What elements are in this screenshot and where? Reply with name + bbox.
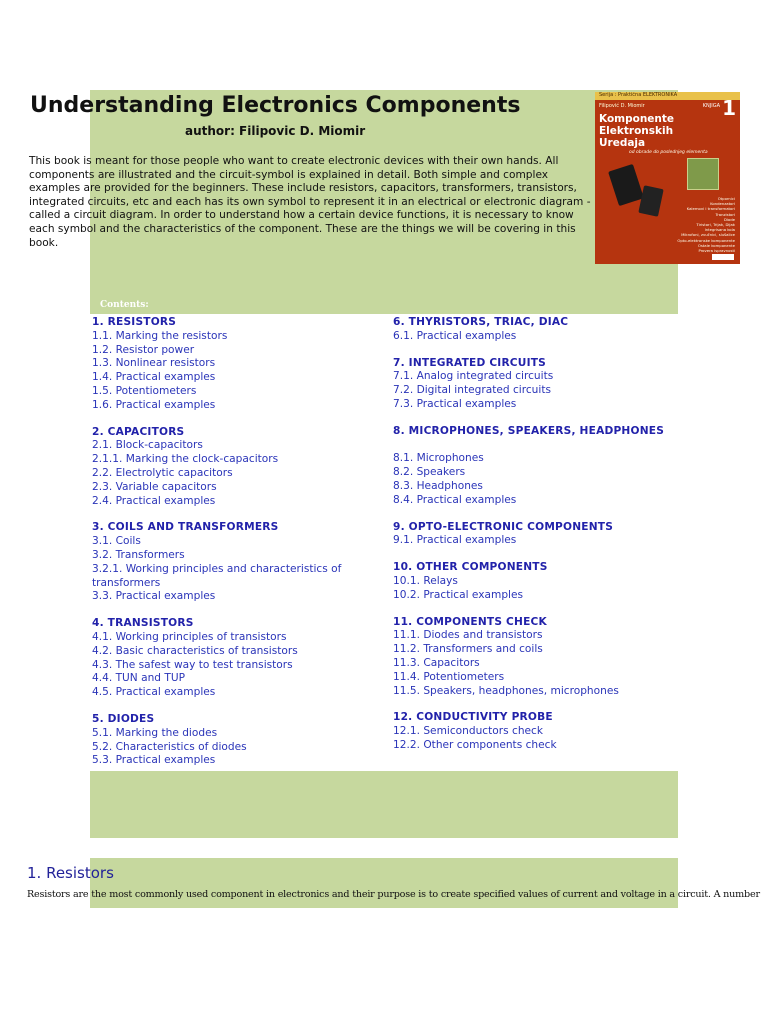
green-background-strip	[90, 858, 678, 908]
cover-title-line: Komponente	[599, 113, 675, 125]
toc-item-link[interactable]: 8.1. Microphones	[393, 452, 484, 465]
cover-topic: Tranzistori	[715, 211, 735, 217]
toc-item-link[interactable]: 6.1. Practical examples	[393, 329, 517, 342]
toc-section	[92, 426, 392, 509]
toc-item-link[interactable]: 11.1. Diodes and transistors	[393, 629, 543, 642]
cover-topic: Opto-elektronske komponente	[677, 237, 735, 243]
toc-item-link[interactable]: 11.2. Transformers and coils	[393, 643, 543, 656]
contents-label: Contents:	[100, 300, 149, 310]
toc-item-link[interactable]: 1.4. Practical examples	[92, 371, 216, 384]
toc-section	[92, 316, 392, 413]
toc-item-link[interactable]	[393, 439, 693, 453]
toc-item-link[interactable]: 2.2. Electrolytic capacitors	[92, 466, 233, 479]
toc-item-link[interactable]: 4.1. Working principles of transistors	[92, 630, 287, 643]
toc-section	[393, 357, 693, 412]
toc-section-link[interactable]: 6. THYRISTORS, TRIAC, DIAC	[393, 316, 569, 328]
book-cover-image	[595, 92, 740, 264]
toc-section	[92, 617, 392, 700]
page-title: Understanding Electronics Components	[30, 93, 521, 118]
toc-section	[393, 561, 693, 602]
toc-item-link[interactable]: 11.4. Potentiometers	[393, 670, 505, 683]
circuit-board-illustration	[687, 158, 719, 190]
cover-title	[599, 113, 674, 149]
toc-item-link[interactable]: 8.4. Practical examples	[393, 493, 517, 506]
toc-section	[92, 713, 392, 768]
toc-item-link[interactable]: 12.1. Semiconductors check	[393, 725, 544, 738]
toc-item-link[interactable]: 1.5. Potentiometers	[92, 384, 197, 397]
section-text: Resistors are the most commonly used component in electronics and their purpose is to create specified values of current and voltage in a circuit. A number	[27, 889, 760, 900]
toc-item-link[interactable]: 3.2.1. Working principles and characteristics of transformers	[92, 562, 342, 589]
toc-item-link[interactable]: 1.2. Resistor power	[92, 343, 195, 356]
toc-item-link[interactable]: 2.4. Practical examples	[92, 494, 216, 507]
toc-item-link[interactable]: 5.3. Practical examples	[92, 754, 216, 767]
toc-item-link[interactable]: 11.3. Capacitors	[393, 656, 480, 669]
toc-item-link[interactable]: 10.2. Practical examples	[393, 588, 524, 601]
cover-topic: Provera ispravnosti	[698, 248, 735, 254]
toc-section	[393, 521, 693, 549]
toc-item-link[interactable]: 2.1.1. Marking the clock-capacitors	[92, 453, 279, 466]
cover-topic: Diode	[723, 216, 735, 222]
cover-title-line: Uredaja	[599, 137, 646, 149]
toc-item-link[interactable]: 4.4. TUN and TUP	[92, 672, 186, 685]
cover-topic: Integrisana kola	[704, 227, 735, 233]
cover-volume: 1	[722, 96, 736, 120]
toc-section	[393, 616, 693, 699]
toc-item-link[interactable]: 5.2. Characteristics of diodes	[92, 740, 247, 753]
toc-item-link[interactable]: 9.1. Practical examples	[393, 534, 517, 547]
toc-item-link[interactable]: 10.1. Relays	[393, 574, 458, 587]
publisher-logo-icon	[712, 254, 734, 260]
toc-item-link[interactable]: 7.1. Analog integrated circuits	[393, 370, 554, 383]
toc-item-link[interactable]: 4.3. The safest way to test transistors	[92, 658, 293, 671]
toc-item-link[interactable]: 11.5. Speakers, headphones, microphones	[393, 684, 619, 697]
section-heading: 1. Resistors	[27, 864, 114, 882]
toc-item-link[interactable]: 7.3. Practical examples	[393, 397, 517, 410]
toc-section	[92, 521, 392, 604]
toc-item-link[interactable]: 4.5. Practical examples	[92, 686, 216, 699]
toc-item-link[interactable]: 8.2. Speakers	[393, 466, 466, 479]
cover-topic: Ostale komponente	[697, 242, 735, 248]
cover-topic: Tiristori, Trijak, Dijak	[696, 222, 735, 228]
toc-right-column	[393, 316, 693, 766]
toc-section-link[interactable]: 9. OPTO-ELECTRONIC COMPONENTS	[393, 520, 614, 533]
toc-section-link[interactable]: 7. INTEGRATED CIRCUITS	[393, 356, 546, 369]
ic-chip-illustration	[638, 185, 663, 217]
toc-item-link[interactable]: 3.2. Transformers	[92, 548, 185, 561]
toc-left-column	[92, 316, 392, 781]
toc-item-link[interactable]: 2.1. Block-capacitors	[92, 439, 203, 452]
author-line: author: Filipovic D. Miomir	[185, 124, 366, 138]
toc-section	[393, 316, 693, 344]
toc-item-link[interactable]: 1.1. Marking the resistors	[92, 329, 228, 342]
cover-author: Filipović D. Miomir	[599, 103, 645, 109]
cover-subtitle: od obrade do poslednjeg elementa	[629, 150, 708, 155]
toc-item-link[interactable]: 7.2. Digital integrated circuits	[393, 384, 552, 397]
toc-item-link[interactable]: 3.3. Practical examples	[92, 590, 216, 603]
toc-item-link[interactable]: 3.1. Coils	[92, 535, 141, 548]
toc-section	[393, 425, 693, 508]
toc-section-link[interactable]: 12. CONDUCTIVITY PROBE	[393, 711, 553, 724]
cover-topic: Mikrofoni, zvučnici, slušalice	[681, 232, 735, 238]
toc-section-link[interactable]: 3. COILS AND TRANSFORMERS	[92, 521, 279, 534]
toc-section-link[interactable]: 2. CAPACITORS	[92, 425, 185, 438]
toc-item-link[interactable]: 2.3. Variable capacitors	[92, 480, 217, 493]
cover-title-line: Elektronskih	[599, 125, 674, 137]
toc-section-link[interactable]: 11. COMPONENTS CHECK	[393, 615, 547, 628]
toc-section-link[interactable]: 5. DIODES	[92, 712, 155, 725]
toc-item-link[interactable]: 1.6. Practical examples	[92, 398, 216, 411]
toc-section-link[interactable]: 1. RESISTORS	[92, 316, 177, 328]
ic-chip-illustration	[608, 164, 644, 206]
cover-topic-list	[675, 196, 735, 253]
toc-section-link[interactable]: 4. TRANSISTORS	[92, 617, 194, 630]
cover-topic: Kondenzatori	[710, 201, 735, 207]
cover-series: Serija : Praktična ELEKTRONIKA	[599, 92, 678, 98]
toc-item-link[interactable]: 5.1. Marking the diodes	[92, 726, 218, 739]
toc-item-link[interactable]: 1.3. Nonlinear resistors	[92, 357, 216, 370]
toc-item-link[interactable]: 4.2. Basic characteristics of transistors	[92, 644, 298, 657]
toc-section	[393, 711, 693, 752]
toc-section-link[interactable]: 10. OTHER COMPONENTS	[393, 561, 548, 574]
cover-topic: Kalemovi i transformatori	[686, 206, 735, 212]
toc-section-link[interactable]: 8. MICROPHONES, SPEAKERS, HEADPHONES	[393, 424, 665, 437]
toc-item-link[interactable]: 8.3. Headphones	[393, 479, 483, 492]
intro-paragraph: This book is meant for those people who want to create electronic devices with their own hands. All components are illustrated and the circuit-symbol is explained in detail. Both simple and complex examples are provided for the beginners. These include resistors, capacitors, transformers, transistors, integrated circuits, etc and each has its own symbol to represent it in an electrical or electronic diagram - called a circuit diagram. In order to understand how a certain device functions, it is necessary to know each symbol and the characteristics of the component. These are the things we will be covering in this book.	[29, 155, 591, 249]
cover-topic: Otpornici	[717, 196, 735, 201]
toc-item-link[interactable]: 12.2. Other components check	[393, 738, 557, 751]
cover-knjiga: KNJIGA	[702, 103, 720, 109]
